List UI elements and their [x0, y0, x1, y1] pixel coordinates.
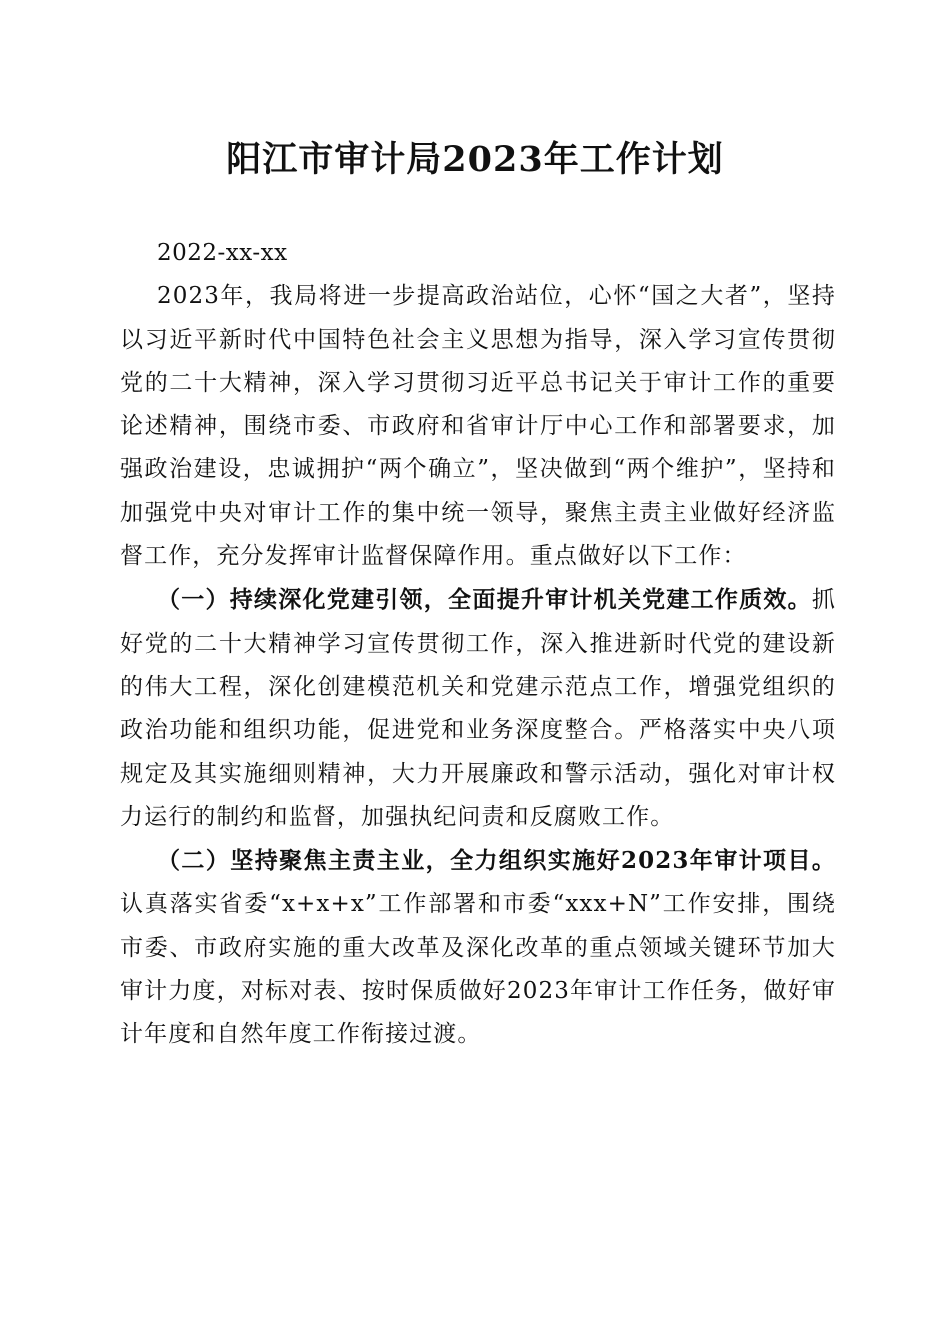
intro-paragraph: 2023年，我局将进一步提高政治站位，心怀“国之大者”，坚持以习近平新时代中国特色社会主义思想为指导，深入学习宣传贯彻党的二十大精神，深入学习贯彻习近平总书记关于审计工作的重要论述精神，围绕市委、市政府和省审计厅中心工作和部署要求，加强政治建设，忠诚拥护“两个确立”，坚决做到“两个维护”，坚持和加强党中央对审计工作的集中统一领导，聚焦主责主业做好经济监督工作，充分发挥审计监督保障作用。重点做好以下工作： — [120, 283, 836, 570]
section-2-text: 认真落实省委“x+x+x”工作部署和市委“xxx+N”工作安排，围绕市委、市政府实施的重大改革及深化改革的重点领域关键环节加大审计力度，对标对表、按时保质做好2023年审计工作任务，做好审计年度和自然年度工作衔接过渡。 — [120, 891, 836, 1048]
document-date: 2022-xx-xx — [157, 240, 288, 266]
section-2-paragraph — [120, 839, 836, 1056]
section-1-paragraph — [120, 578, 836, 839]
section-1-text: 抓好党的二十大精神学习宣传贯彻工作，深入推进新时代党的建设新的伟大工程，深化创建模范机关和党建示范点工作，增强党组织的政治功能和组织功能，促进党和业务深度整合。严格落实中央八项规定及其实施细则精神，大力开展廉政和警示活动，强化对审计权力运行的制约和监督，加强执纪问责和反腐败工作。 — [120, 587, 836, 830]
document-title: 阳江市审计局2023年工作计划 — [226, 139, 724, 180]
document-body — [120, 232, 836, 1057]
section-1-heading: （一）持续深化党建引领，全面提升审计机关党建工作质效。 — [157, 586, 812, 614]
section-2-heading: （二）坚持聚焦主责主业，全力组织实施好2023年审计项目。 — [157, 847, 836, 875]
